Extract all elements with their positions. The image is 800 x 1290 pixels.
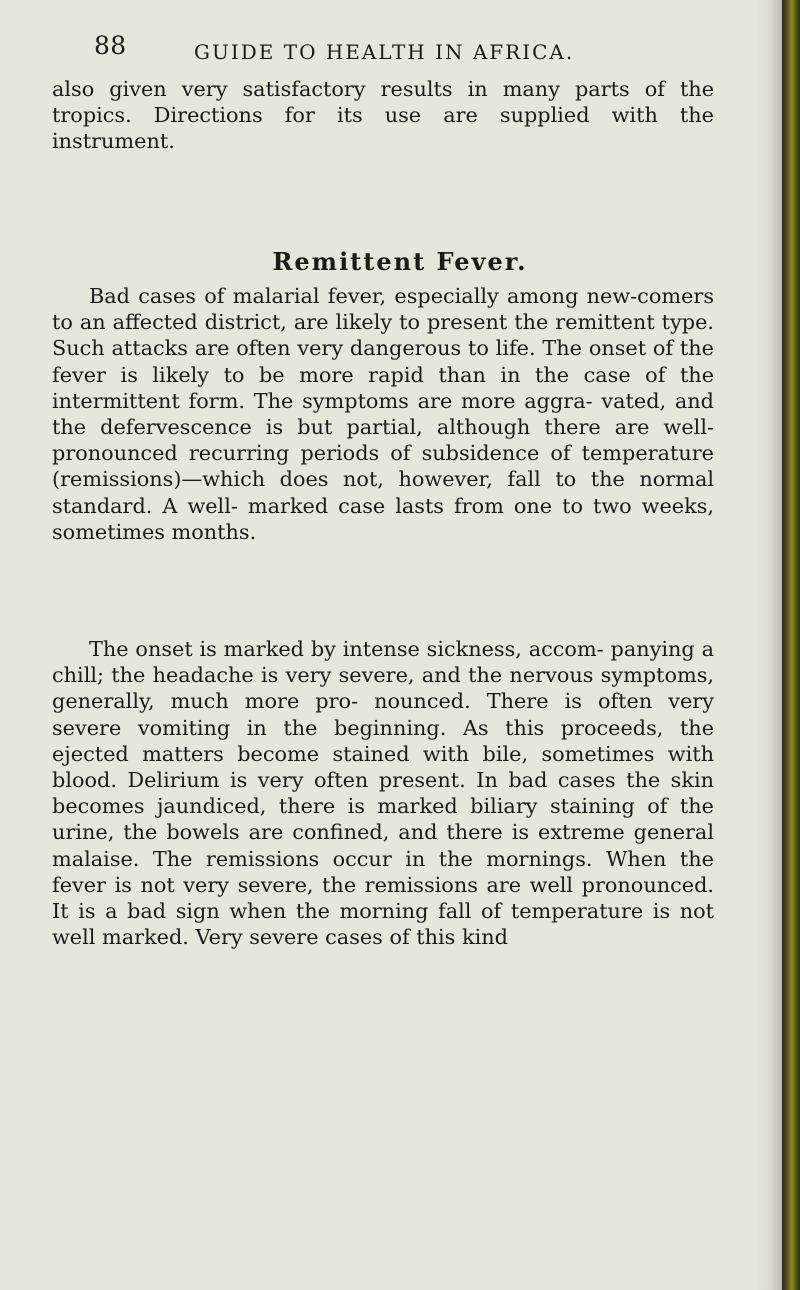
intro-paragraph: also given very satisfactory results in many parts of the tropics. Directions for its use are supplied with the instrument. <box>52 77 714 154</box>
page-gutter-shadow <box>756 0 782 1290</box>
running-head <box>94 26 664 66</box>
page-edge <box>782 0 800 1290</box>
body-paragraph: The onset is marked by intense sickness, accom- panying a chill; the headache is very severe, and the nervous symptoms, generally, much more pro- nounced. There is often very severe vomiting in the beginning. As this proceeds, the ejected matters become stained with bile, sometimes with blood. Delirium is very often present. In bad cases the skin becomes jaundiced, there is marked biliary staining of the urine, the bowels are confined, and there is extreme general malaise. The remissions occur in the mornings. When the fever is not very severe, the remissions are well pronounced. It is a bad sign when the morning fall of temperature is not well marked. Very severe cases of this kind <box>52 637 714 950</box>
page-number: 88 <box>94 31 127 60</box>
running-title: GUIDE TO HEALTH IN AFRICA. <box>194 40 575 64</box>
section-heading: Remittent Fever. <box>272 247 528 276</box>
body-paragraph: Bad cases of malarial fever, especially among new-comers to an affected district, are likely to present the remittent type. Such attacks are often very dangerous to life. The onset of the fever is likely to be more rapid than in the case of the intermittent form. The symptoms are more aggra- vated, and the defervescence is but partial, although there are well-pronounced recurring periods of subsidence of temperature (remissions)—which does not, however, fall to the normal standard. A well- marked case lasts from one to two weeks, sometimes months. <box>52 284 714 544</box>
